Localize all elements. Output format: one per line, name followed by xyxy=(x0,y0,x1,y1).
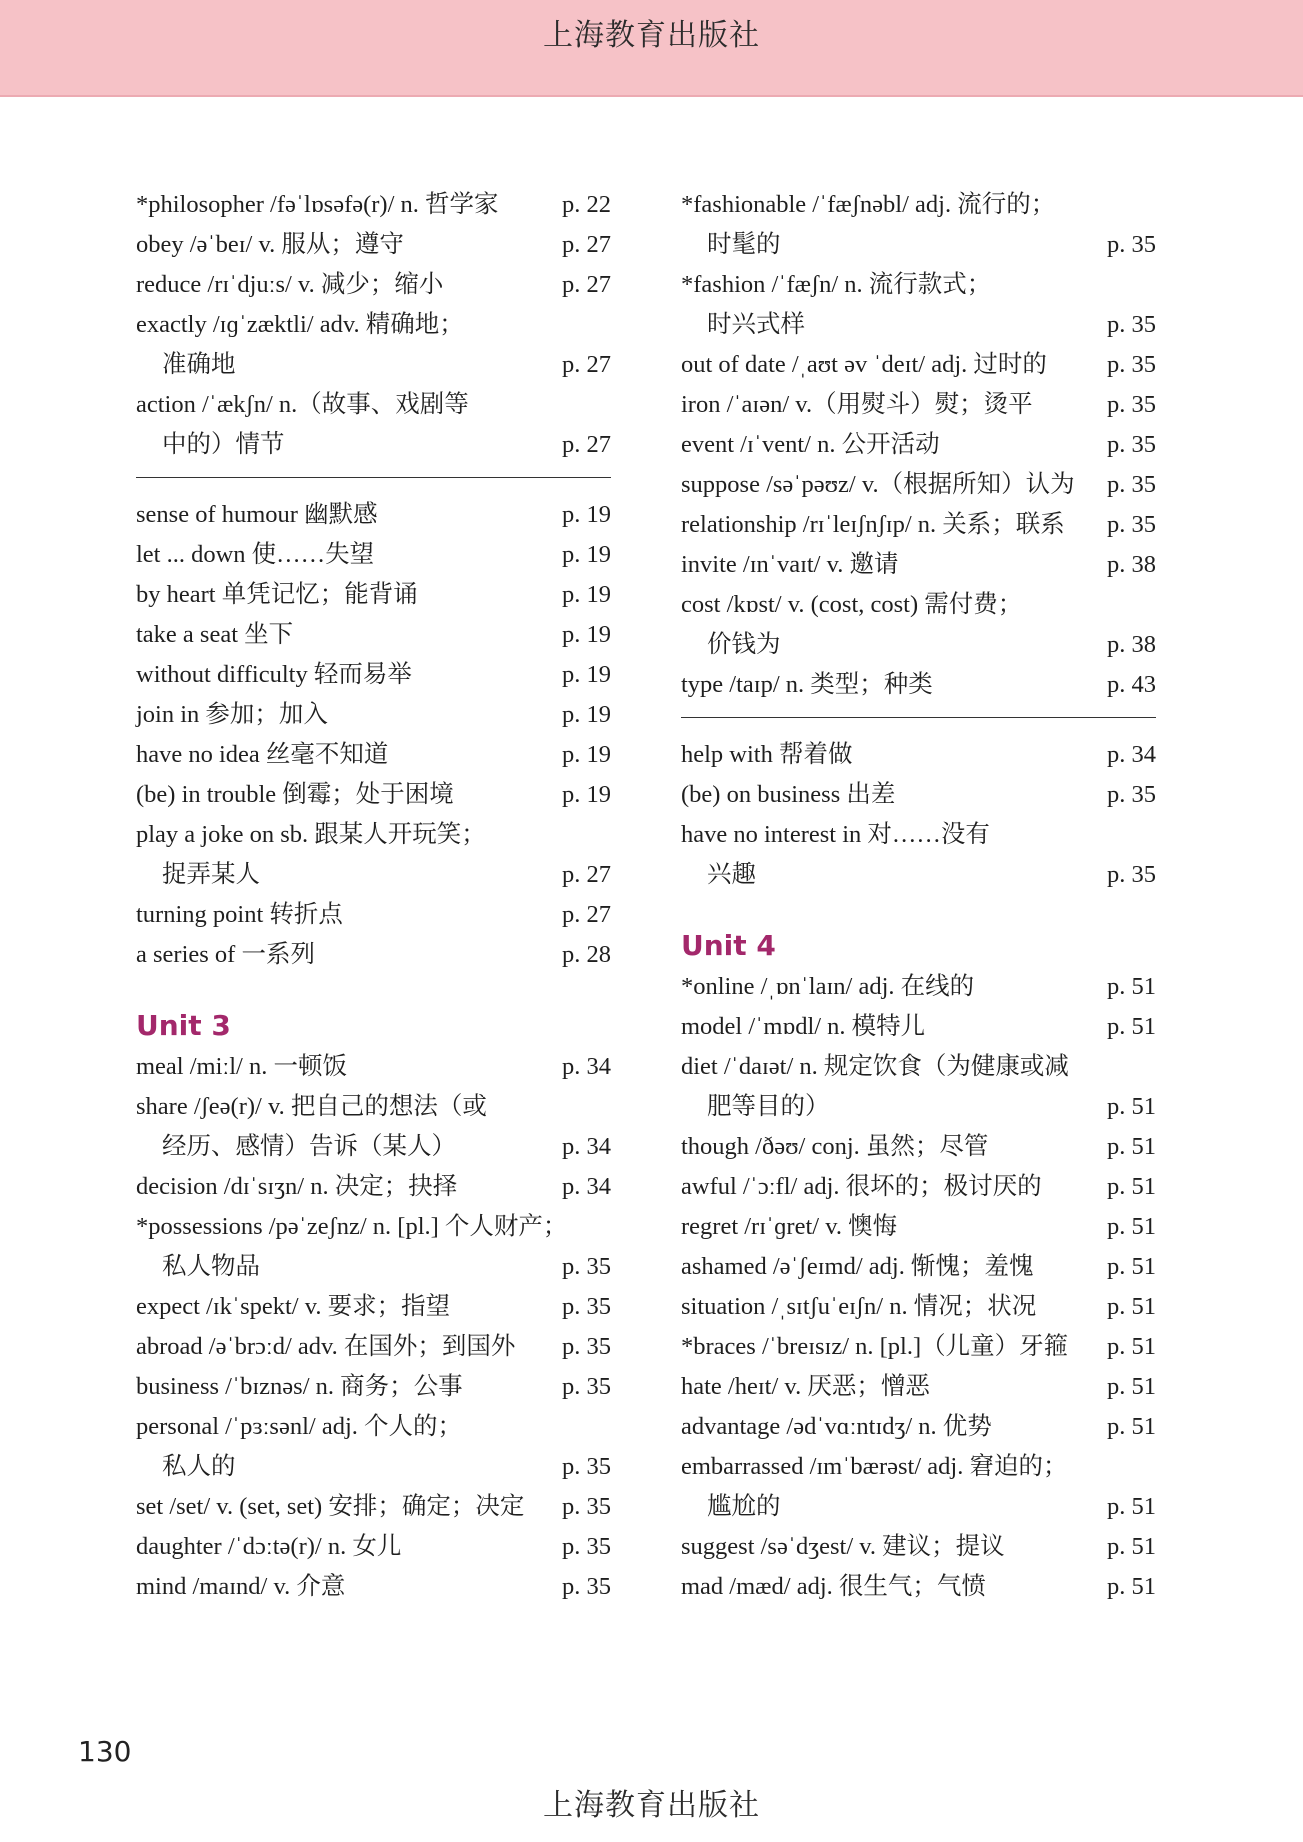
entry-page-ref: p. 51 xyxy=(1107,1093,1156,1120)
entry-page-ref: p. 27 xyxy=(562,271,611,298)
entry-page-ref: p. 38 xyxy=(1107,551,1156,578)
glossary-entry xyxy=(136,495,611,535)
entry-page-ref: p. 19 xyxy=(562,541,611,568)
entry-text: 兴趣 xyxy=(707,861,756,888)
entry-page-ref: p. 51 xyxy=(1107,1373,1156,1400)
glossary-entry xyxy=(136,305,611,345)
entry-text: help with 帮着做 xyxy=(681,741,853,768)
entry-text: 捉弄某人 xyxy=(162,861,260,888)
glossary-entry xyxy=(681,815,1156,855)
glossary-entry xyxy=(136,1047,611,1087)
glossary-entry xyxy=(681,465,1156,505)
glossary-entry xyxy=(136,815,611,855)
entry-text: though /ðəʊ/ conj. 虽然；尽管 xyxy=(681,1133,989,1160)
entry-text: embarrassed /ɪmˈbærəst/ adj. 窘迫的； xyxy=(681,1453,1068,1480)
entry-page-ref: p. 35 xyxy=(562,1373,611,1400)
entry-text: regret /rɪˈɡret/ v. 懊悔 xyxy=(681,1213,898,1240)
glossary-entry xyxy=(136,695,611,735)
entry-text: out of date /ˌaʊt əv ˈdeɪt/ adj. 过时的 xyxy=(681,351,1047,378)
entry-text: daughter /ˈdɔːtə(r)/ n. 女儿 xyxy=(136,1533,402,1560)
entry-text: have no interest in 对……没有 xyxy=(681,821,990,848)
entry-page-ref: p. 51 xyxy=(1107,1493,1156,1520)
glossary-entry xyxy=(681,1287,1156,1327)
entry-text: business /ˈbɪznəs/ n. 商务；公事 xyxy=(136,1373,463,1400)
unit-heading: Unit 3 xyxy=(136,1009,231,1042)
glossary-entry xyxy=(681,345,1156,385)
header-publisher: 上海教育出版社 xyxy=(543,19,760,52)
glossary-entry-continuation xyxy=(681,225,1156,265)
entry-text: without difficulty 轻而易举 xyxy=(136,661,412,688)
entry-text: diet /ˈdaɪət/ n. 规定饮食（为健康或减 xyxy=(681,1053,1069,1080)
glossary-entry-continuation xyxy=(681,855,1156,895)
entry-page-ref: p. 51 xyxy=(1107,1253,1156,1280)
entry-page-ref: p. 35 xyxy=(1107,861,1156,888)
entry-page-ref: p. 34 xyxy=(562,1133,611,1160)
entry-text: share /ʃeə(r)/ v. 把自己的想法（或 xyxy=(136,1093,487,1120)
entry-text: (be) in trouble 倒霉；处于困境 xyxy=(136,781,454,808)
entry-text: a series of 一系列 xyxy=(136,941,315,968)
entry-page-ref: p. 34 xyxy=(1107,741,1156,768)
entry-text: *fashion /ˈfæʃn/ n. 流行款式； xyxy=(681,271,992,298)
entry-text: 私人的 xyxy=(162,1453,236,1480)
section-divider xyxy=(136,465,611,495)
entry-text: play a joke on sb. 跟某人开玩笑； xyxy=(136,821,486,848)
entry-page-ref: p. 27 xyxy=(562,901,611,928)
entry-text: suppose /səˈpəʊz/ v.（根据所知）认为 xyxy=(681,471,1075,498)
entry-text: turning point 转折点 xyxy=(136,901,343,928)
entry-page-ref: p. 34 xyxy=(562,1173,611,1200)
glossary-entry xyxy=(681,505,1156,545)
entry-page-ref: p. 51 xyxy=(1107,1533,1156,1560)
glossary-entry-continuation xyxy=(681,305,1156,345)
glossary-entry xyxy=(136,1407,611,1447)
entry-text: advantage /ədˈvɑːntɪdʒ/ n. 优势 xyxy=(681,1413,992,1440)
glossary-entry-continuation xyxy=(681,1487,1156,1527)
entry-text: have no idea 丝毫不知道 xyxy=(136,741,389,768)
glossary-entry xyxy=(681,665,1156,705)
entry-text: 价钱为 xyxy=(707,631,781,658)
entry-text: by heart 单凭记忆；能背诵 xyxy=(136,581,418,608)
entry-page-ref: p. 34 xyxy=(562,1053,611,1080)
entry-text: *possessions /pəˈzeʃnz/ n. [pl.] 个人财产； xyxy=(136,1213,568,1240)
entry-text: mad /mæd/ adj. 很生气；气愤 xyxy=(681,1573,986,1600)
entry-text: 准确地 xyxy=(162,351,236,378)
entry-page-ref: p. 35 xyxy=(1107,351,1156,378)
entry-text: suggest /səˈdʒest/ v. 建议；提议 xyxy=(681,1533,1005,1560)
entry-page-ref: p. 19 xyxy=(562,741,611,768)
glossary-entry xyxy=(681,1327,1156,1367)
glossary-entry-continuation xyxy=(136,1127,611,1167)
glossary-entry xyxy=(136,1367,611,1407)
unit-heading: Unit 4 xyxy=(681,929,776,962)
entry-page-ref: p. 27 xyxy=(562,431,611,458)
glossary-entry xyxy=(136,385,611,425)
glossary-entry xyxy=(681,1007,1156,1047)
glossary-entry xyxy=(681,1567,1156,1607)
entry-page-ref: p. 35 xyxy=(1107,511,1156,538)
entry-page-ref: p. 51 xyxy=(1107,973,1156,1000)
entry-text: event /ɪˈvent/ n. 公开活动 xyxy=(681,431,940,458)
entry-page-ref: p. 35 xyxy=(562,1333,611,1360)
entry-page-ref: p. 27 xyxy=(562,231,611,258)
glossary-entry xyxy=(136,1327,611,1367)
entry-text: 尴尬的 xyxy=(707,1493,781,1520)
glossary-entry xyxy=(136,1527,611,1567)
glossary-entry xyxy=(681,425,1156,465)
entry-page-ref: p. 35 xyxy=(562,1573,611,1600)
glossary-entry-continuation xyxy=(136,345,611,385)
entry-text: situation /ˌsɪtʃuˈeɪʃn/ n. 情况；状况 xyxy=(681,1293,1037,1320)
section-divider xyxy=(681,705,1156,735)
entry-text: awful /ˈɔːfl/ adj. 很坏的；极讨厌的 xyxy=(681,1173,1042,1200)
glossary-entry xyxy=(681,185,1156,225)
page-number: 130 xyxy=(78,1735,132,1768)
entry-page-ref: p. 35 xyxy=(562,1293,611,1320)
entry-page-ref: p. 51 xyxy=(1107,1013,1156,1040)
section-spacer xyxy=(136,975,611,1005)
entry-page-ref: p. 35 xyxy=(1107,391,1156,418)
entry-page-ref: p. 51 xyxy=(1107,1293,1156,1320)
entry-text: 时髦的 xyxy=(707,231,781,258)
entry-page-ref: p. 35 xyxy=(1107,311,1156,338)
glossary-entry xyxy=(136,735,611,775)
entry-text: *online /ˌɒnˈlaɪn/ adj. 在线的 xyxy=(681,973,975,1000)
entry-text: *philosopher /fəˈlɒsəfə(r)/ n. 哲学家 xyxy=(136,191,499,218)
entry-page-ref: p. 38 xyxy=(1107,631,1156,658)
entry-page-ref: p. 35 xyxy=(1107,471,1156,498)
entry-page-ref: p. 19 xyxy=(562,501,611,528)
entry-text: set /set/ v. (set, set) 安排；确定；决定 xyxy=(136,1493,525,1520)
entry-page-ref: p. 27 xyxy=(562,351,611,378)
glossary-entry xyxy=(136,225,611,265)
entry-page-ref: p. 51 xyxy=(1107,1133,1156,1160)
entry-page-ref: p. 35 xyxy=(1107,231,1156,258)
entry-text: relationship /rɪˈleɪʃnʃɪp/ n. 关系；联系 xyxy=(681,511,1065,538)
entry-page-ref: p. 28 xyxy=(562,941,611,968)
entry-text: invite /ɪnˈvaɪt/ v. 邀请 xyxy=(681,551,899,578)
section-spacer xyxy=(681,895,1156,925)
glossary-entry xyxy=(136,265,611,305)
glossary-entry xyxy=(136,1567,611,1607)
entry-text: type /taɪp/ n. 类型；种类 xyxy=(681,671,933,698)
entry-page-ref: p. 35 xyxy=(562,1453,611,1480)
entry-page-ref: p. 19 xyxy=(562,581,611,608)
header-band xyxy=(0,0,1303,97)
glossary-entry xyxy=(136,775,611,815)
glossary-entry xyxy=(681,735,1156,775)
glossary-entry xyxy=(681,585,1156,625)
entry-text: abroad /əˈbrɔːd/ adv. 在国外；到国外 xyxy=(136,1333,516,1360)
glossary-entry-continuation xyxy=(681,625,1156,665)
glossary-entry xyxy=(681,775,1156,815)
glossary-entry-continuation xyxy=(136,1447,611,1487)
entry-page-ref: p. 35 xyxy=(562,1533,611,1560)
glossary-entry xyxy=(681,1167,1156,1207)
glossary-entry-continuation xyxy=(136,1247,611,1287)
entry-text: hate /heɪt/ v. 厌恶；憎恶 xyxy=(681,1373,930,1400)
entry-text: obey /əˈbeɪ/ v. 服从；遵守 xyxy=(136,231,404,258)
entry-text: *braces /ˈbreɪsɪz/ n. [pl.]（儿童）牙箍 xyxy=(681,1333,1069,1360)
glossary-entry xyxy=(136,185,611,225)
glossary-entry xyxy=(681,1367,1156,1407)
entry-text: 时兴式样 xyxy=(707,311,805,338)
glossary-entry xyxy=(136,615,611,655)
entry-text: decision /dɪˈsɪʒn/ n. 决定；抉择 xyxy=(136,1173,458,1200)
glossary-entry xyxy=(681,545,1156,585)
glossary-entry xyxy=(136,1087,611,1127)
entry-text: join in 参加；加入 xyxy=(136,701,328,728)
entry-text: *fashionable /ˈfæʃnəbl/ adj. 流行的； xyxy=(681,191,1056,218)
entry-text: 私人物品 xyxy=(162,1253,260,1280)
entry-page-ref: p. 51 xyxy=(1107,1573,1156,1600)
glossary-entry xyxy=(681,967,1156,1007)
footer-publisher: 上海教育出版社 xyxy=(543,1789,760,1822)
entry-page-ref: p. 43 xyxy=(1107,671,1156,698)
glossary-entry xyxy=(681,1527,1156,1567)
entry-page-ref: p. 35 xyxy=(1107,781,1156,808)
glossary-entry xyxy=(136,1207,611,1247)
entry-text: 中的）情节 xyxy=(162,431,285,458)
entry-text: exactly /ɪɡˈzæktli/ adv. 精确地； xyxy=(136,311,464,338)
entry-text: reduce /rɪˈdjuːs/ v. 减少；缩小 xyxy=(136,271,444,298)
entry-text: personal /ˈpɜːsənl/ adj. 个人的； xyxy=(136,1413,463,1440)
entry-page-ref: p. 35 xyxy=(562,1253,611,1280)
glossary-entry xyxy=(136,535,611,575)
glossary-column-left xyxy=(136,185,611,1607)
entry-text: 肥等目的） xyxy=(707,1093,830,1120)
glossary-entry xyxy=(136,895,611,935)
entry-text: let ... down 使……失望 xyxy=(136,541,375,568)
entry-page-ref: p. 19 xyxy=(562,701,611,728)
glossary-entry-continuation xyxy=(136,425,611,465)
glossary-entry xyxy=(681,1247,1156,1287)
entry-page-ref: p. 51 xyxy=(1107,1213,1156,1240)
entry-text: action /ˈækʃn/ n.（故事、戏剧等 xyxy=(136,391,469,418)
entry-page-ref: p. 51 xyxy=(1107,1333,1156,1360)
glossary-entry xyxy=(681,1207,1156,1247)
entry-text: meal /miːl/ n. 一顿饭 xyxy=(136,1053,347,1080)
glossary-entry xyxy=(681,1407,1156,1447)
entry-page-ref: p. 35 xyxy=(562,1493,611,1520)
entry-page-ref: p. 19 xyxy=(562,781,611,808)
glossary-entry xyxy=(681,385,1156,425)
entry-text: ashamed /əˈʃeɪmd/ adj. 惭愧；羞愧 xyxy=(681,1253,1034,1280)
glossary-entry xyxy=(136,1287,611,1327)
glossary-entry xyxy=(136,655,611,695)
entry-text: (be) on business 出差 xyxy=(681,781,896,808)
glossary-entry xyxy=(681,1047,1156,1087)
entry-page-ref: p. 35 xyxy=(1107,431,1156,458)
glossary-entry xyxy=(681,265,1156,305)
entry-text: sense of humour 幽默感 xyxy=(136,501,378,528)
entry-text: iron /ˈaɪən/ v.（用熨斗）熨；烫平 xyxy=(681,391,1033,418)
entry-text: expect /ɪkˈspekt/ v. 要求；指望 xyxy=(136,1293,451,1320)
glossary-column-right xyxy=(681,185,1156,1607)
glossary-entry xyxy=(681,1127,1156,1167)
glossary-entry-continuation xyxy=(681,1087,1156,1127)
glossary-entry-continuation xyxy=(136,855,611,895)
entry-text: model /ˈmɒdl/ n. 模特儿 xyxy=(681,1013,926,1040)
entry-text: mind /maɪnd/ v. 介意 xyxy=(136,1573,346,1600)
glossary-entry xyxy=(136,575,611,615)
entry-page-ref: p. 51 xyxy=(1107,1173,1156,1200)
glossary-entry xyxy=(136,1167,611,1207)
entry-page-ref: p. 19 xyxy=(562,661,611,688)
entry-text: 经历、感情）告诉（某人） xyxy=(162,1133,456,1160)
entry-page-ref: p. 51 xyxy=(1107,1413,1156,1440)
entry-text: cost /kɒst/ v. (cost, cost) 需付费； xyxy=(681,591,1023,618)
glossary-entry xyxy=(681,1447,1156,1487)
glossary-entry xyxy=(136,1487,611,1527)
entry-text: take a seat 坐下 xyxy=(136,621,294,648)
glossary-entry xyxy=(136,935,611,975)
entry-page-ref: p. 19 xyxy=(562,621,611,648)
entry-page-ref: p. 27 xyxy=(562,861,611,888)
entry-page-ref: p. 22 xyxy=(562,191,611,218)
